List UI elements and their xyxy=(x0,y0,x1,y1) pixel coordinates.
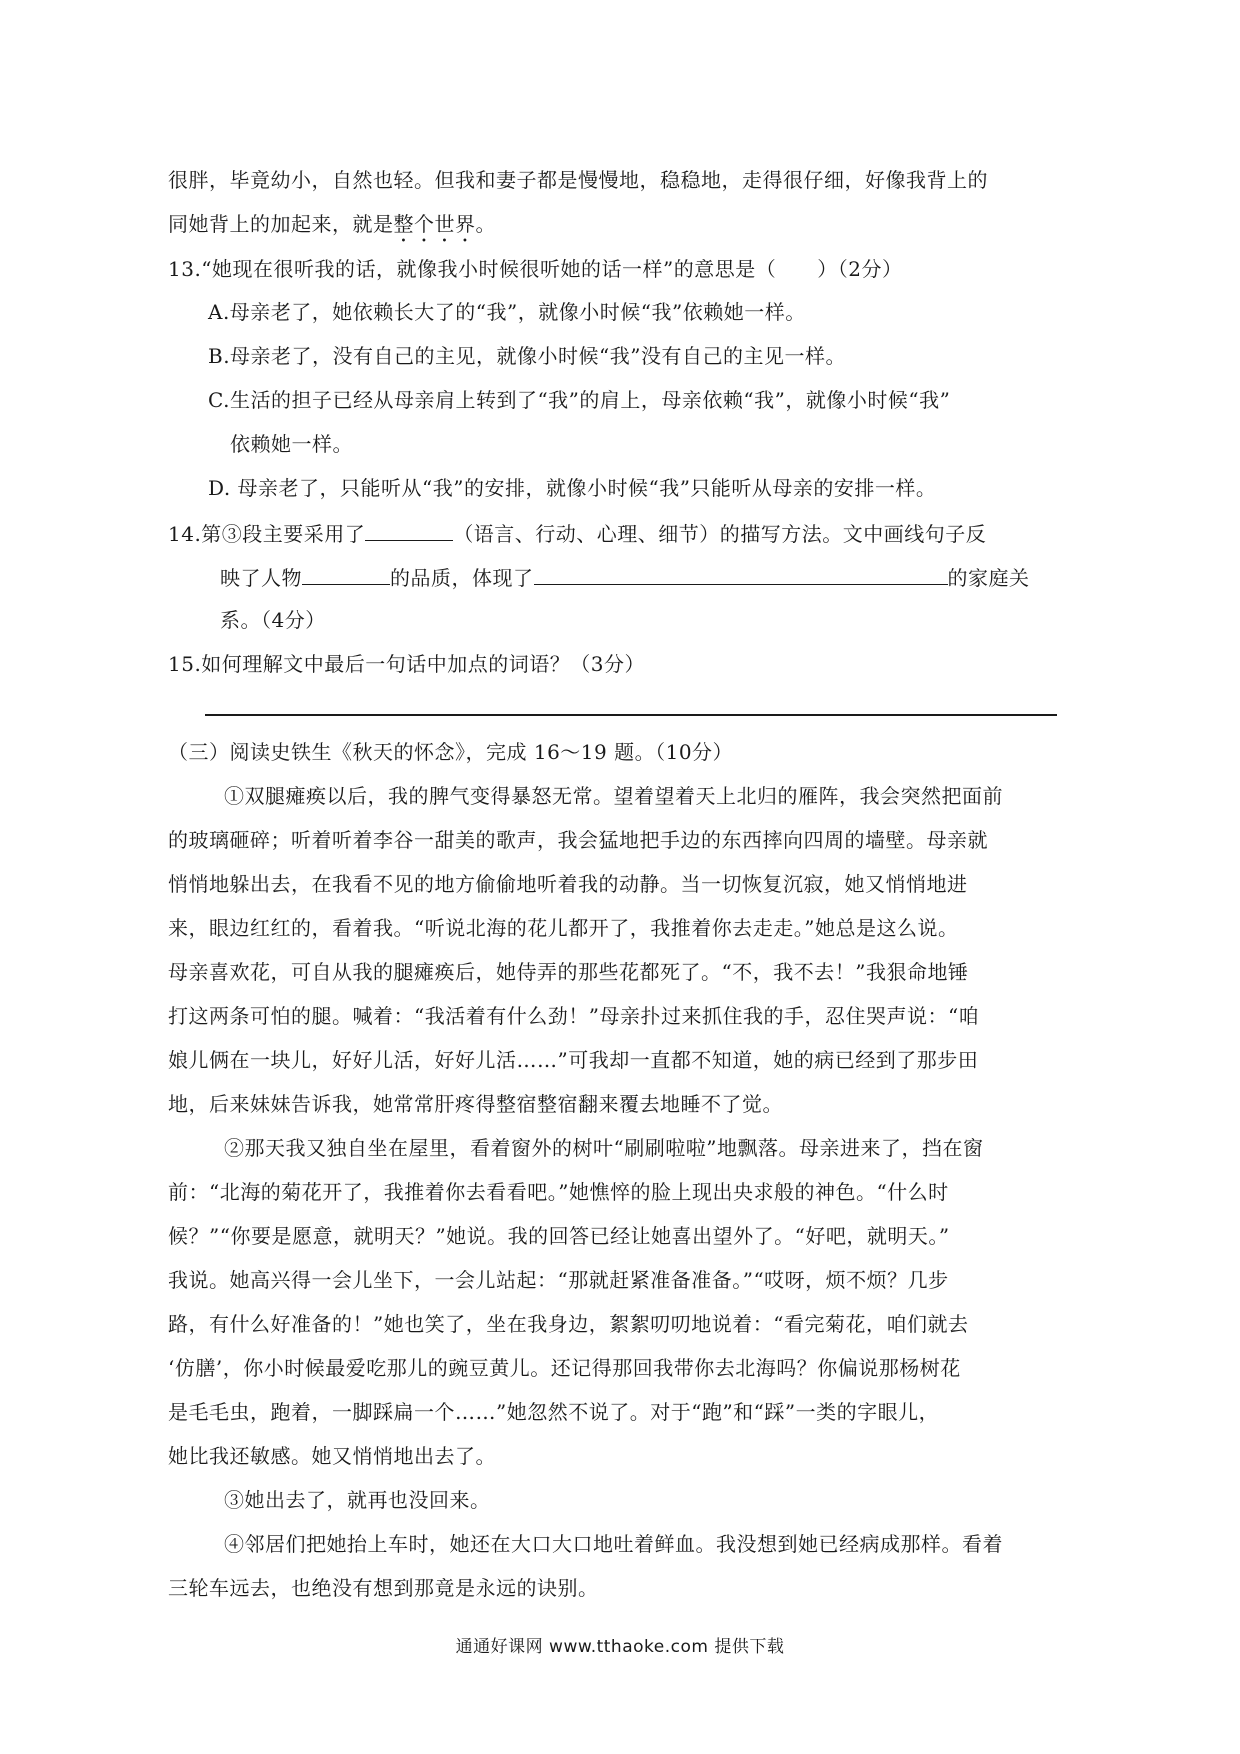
p1-line: 打这两条可怕的腿。喊着：“我活着有什么劲！”母亲扑过来抓住我的手，忍住哭声说：“咱 xyxy=(168,1004,980,1028)
q14-part4: 的品质，体现了 xyxy=(390,566,534,590)
footer-source: 通通好课网 www.tthaoke.com 提供下载 xyxy=(455,1637,785,1657)
p1-line: 娘儿俩在一块儿，好好儿活，好好儿活……”可我却一直都不知道，她的病已经到了那步田 xyxy=(168,1048,979,1072)
q15-stem: 15.如何理解文中最后一句话中加点的词语？（3分） xyxy=(168,652,646,676)
q14-blank-relationship[interactable] xyxy=(534,562,948,585)
dotted-phrase: 整个世界 xyxy=(393,212,476,236)
p3-line: ③她出去了，就再也没回来。 xyxy=(224,1488,491,1512)
q14-part1: 14.第③段主要采用了 xyxy=(168,522,366,546)
q13-option-b: B.母亲老了，没有自己的主见，就像小时候“我”没有自己的主见一样。 xyxy=(208,344,847,368)
q13-stem: 13.“她现在很听我的话，就像我小时候很听她的话一样”的意思是（ ）（2分） xyxy=(168,257,903,281)
p1-line: 来，眼边红红的，看着我。“听说北海的花儿都开了，我推着你去走走。”她总是这么说。 xyxy=(168,916,959,940)
q13-option-c-line1: C.生活的担子已经从母亲肩上转到了“我”的肩上，母亲依赖“我”，就像小时候“我” xyxy=(208,388,951,412)
section3-heading: （三）阅读史铁生《秋天的怀念》，完成 16～19 题。（10分） xyxy=(168,740,734,764)
q14-blank-quality[interactable] xyxy=(302,562,390,585)
p2-line: ‘仿膳’，你小时候最爱吃那儿的豌豆黄儿。还记得那回我带你去北海吗？你偏说那杨树花 xyxy=(168,1356,961,1380)
q13-option-c-line2: 依赖她一样。 xyxy=(230,432,353,456)
q15-answer-line[interactable] xyxy=(205,714,1057,716)
p4-line: ④邻居们把她抬上车时，她还在大口大口地吐着鲜血。我没想到她已经病成那样。看着 xyxy=(224,1532,1003,1556)
q14-line-1 xyxy=(168,518,986,548)
p1-line: 母亲喜欢花，可自从我的腿瘫痪后，她侍弄的那些花都死了。“不，我不去！”我狠命地锤 xyxy=(168,960,969,984)
q14-part3: 映了人物 xyxy=(220,566,302,590)
p2-line: 候？”“你要是愿意，就明天？”她说。我的回答已经让她喜出望外了。“好吧，就明天。” xyxy=(168,1224,950,1248)
passage-line-2-pre: 同她背上的加起来，就是 xyxy=(168,212,394,236)
p1-line: ①双腿瘫痪以后，我的脾气变得暴怒无常。望着望着天上北归的雁阵，我会突然把面前 xyxy=(224,784,1003,808)
p4-line: 三轮车远去，也绝没有想到那竟是永远的诀别。 xyxy=(168,1576,599,1600)
passage-line-2-post: 。 xyxy=(475,212,496,236)
q13-option-d: D. 母亲老了，只能听从“我”的安排，就像小时候“我”只能听从母亲的安排一样。 xyxy=(208,476,937,500)
p1-line: 地，后来妹妹告诉我，她常常肝疼得整宿整宿翻来覆去地睡不了觉。 xyxy=(168,1092,783,1116)
q14-line-3: 系。（4分） xyxy=(220,608,326,632)
q14-line-2 xyxy=(220,562,1030,592)
p2-line: 是毛毛虫，跑着，一脚踩扁一个……”她忽然不说了。对于“跑”和“踩”一类的字眼儿， xyxy=(168,1400,940,1424)
p1-line: 的玻璃砸碎；听着听着李谷一甜美的歌声，我会猛地把手边的东西摔向四周的墙壁。母亲就 xyxy=(168,828,988,852)
p2-line: 她比我还敏感。她又悄悄地出去了。 xyxy=(168,1444,496,1468)
q14-part5: 的家庭关 xyxy=(947,566,1030,590)
passage-line-2 xyxy=(168,210,496,247)
p2-line: 前：“北海的菊花开了，我推着你去看看吧。”她憔悴的脸上现出央求般的神色。“什么时 xyxy=(168,1180,949,1204)
passage-line-1: 很胖，毕竟幼小，自然也轻。但我和妻子都是慢慢地，稳稳地，走得很仔细，好像我背上的 xyxy=(168,168,988,192)
q14-part2: （语言、行动、心理、细节）的描写方法。文中画线句子反 xyxy=(453,522,987,546)
p2-line: ②那天我又独自坐在屋里，看着窗外的树叶“刷刷啦啦”地飘落。母亲进来了，挡在窗 xyxy=(224,1136,984,1160)
p2-line: 我说。她高兴得一会儿坐下，一会儿站起：“那就赶紧准备准备。”“哎呀，烦不烦？几步 xyxy=(168,1268,949,1292)
p1-line: 悄悄地躲出去，在我看不见的地方偷偷地听着我的动静。当一切恢复沉寂，她又悄悄地进 xyxy=(168,872,968,896)
p2-line: 路，有什么好准备的！”她也笑了，坐在我身边，絮絮叨叨地说着：“看完菊花，咱们就去 xyxy=(168,1312,969,1336)
q14-blank-method[interactable] xyxy=(365,518,453,541)
q13-option-a: A.母亲老了，她依赖长大了的“我”，就像小时候“我”依赖她一样。 xyxy=(208,300,806,324)
